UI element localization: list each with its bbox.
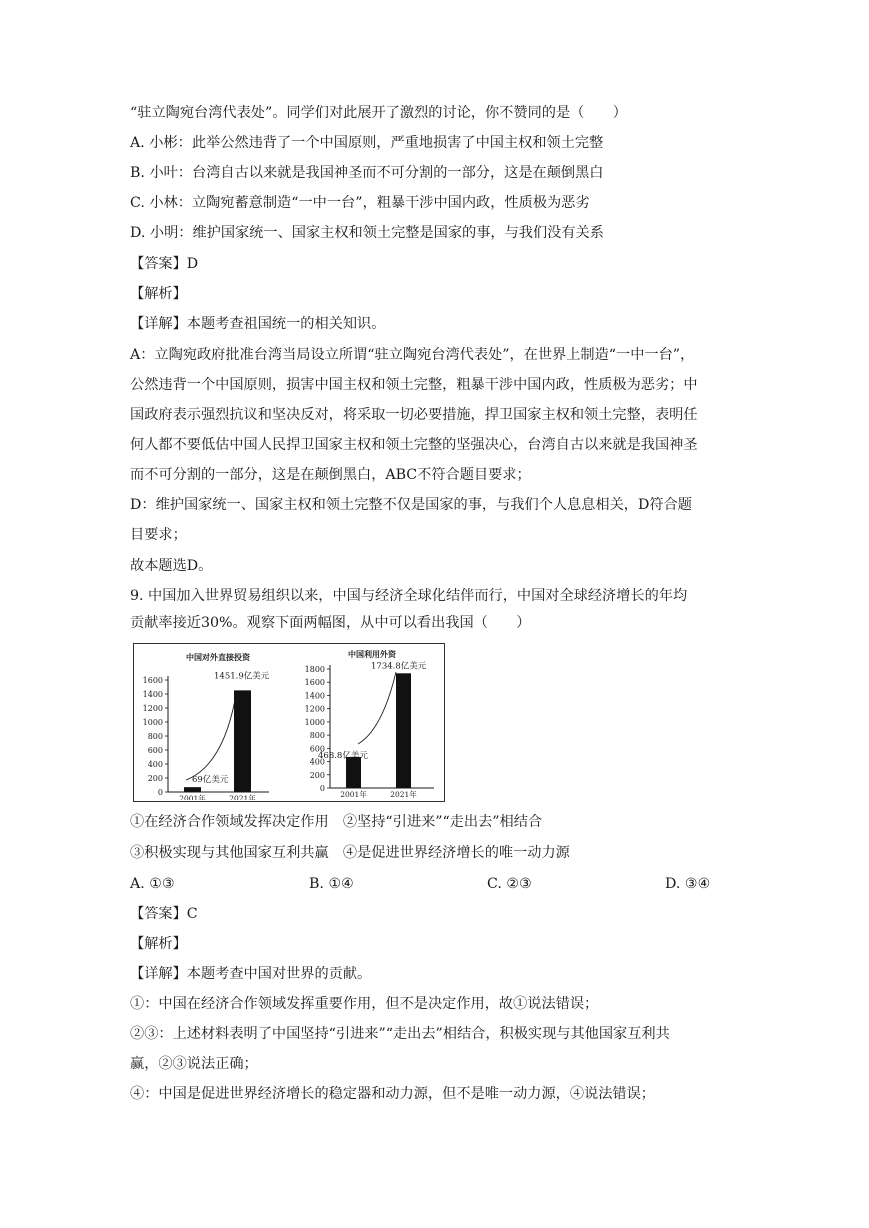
chart-figure bbox=[133, 643, 445, 802]
explanation-a-line: 而不可分割的一部分，这是在颠倒黑白，ABC不符合题目要求； bbox=[130, 467, 531, 483]
statement-line: ①在经济合作领域发挥决定作用 ②坚持“引进来”“走出去”相结合 bbox=[130, 814, 543, 830]
conclusion: 故本题选D。 bbox=[130, 558, 213, 574]
data-label: 468.8亿美元 bbox=[318, 751, 368, 762]
y-tick-label: 1600 bbox=[304, 678, 325, 688]
explanation-d-line: D：维护国家统一、国家主权和领土完整不仅是国家的事，与我们个人息息相关，D符合题 bbox=[130, 497, 692, 513]
question-stem-line: 9. 中国加入世界贸易组织以来，中国与经济全球化结伴而行，中国对全球经济增长的年均 bbox=[130, 588, 688, 604]
data-label: 1734.8亿美元 bbox=[371, 661, 427, 672]
bar bbox=[184, 787, 201, 792]
y-tick-label: 1200 bbox=[142, 704, 163, 713]
x-tick-label: 2021年 bbox=[390, 790, 417, 799]
analysis-heading: 【解析】 bbox=[130, 936, 187, 952]
bar-charts bbox=[134, 644, 443, 800]
foreign-capital-chart bbox=[305, 649, 434, 799]
y-tick-label: 600 bbox=[309, 744, 325, 754]
choice-d: D. ③④ bbox=[665, 876, 711, 892]
y-tick-label: 600 bbox=[147, 746, 163, 755]
prev-question-stem: “驻立陶宛台湾代表处”。同学们对此展开了激烈的讨论，你不赞同的是（ ） bbox=[130, 105, 627, 121]
y-tick-label: 800 bbox=[147, 732, 163, 741]
explanation-a-line: A：立陶宛政府批准台湾当局设立所谓“驻立陶宛台湾代表处”，在世界上制造“一中一台”， bbox=[130, 347, 695, 363]
statement-line: ③积极实现与其他国家互利共赢 ④是促进世界经济增长的唯一动力源 bbox=[130, 845, 570, 861]
x-tick-label: 2001年 bbox=[179, 794, 206, 800]
x-tick-label: 2021年 bbox=[229, 794, 256, 800]
bar bbox=[346, 757, 361, 788]
answer: 【答案】D bbox=[130, 256, 199, 272]
explanation-line: ②③：上述材料表明了中国坚持“引进来”“走出去”相结合，积极实现与其他国家互利共 bbox=[130, 1026, 670, 1042]
bar bbox=[396, 673, 411, 788]
explanation-a-line: 公然违背一个中国原则，损害中国主权和领土完整，粗暴干涉中国内政，性质极为恶劣；中 bbox=[130, 377, 698, 393]
y-tick-label: 1800 bbox=[304, 665, 325, 674]
y-tick-label: 1000 bbox=[142, 718, 163, 727]
option-d: D. 小明：维护国家统一、国家主权和领土完整是国家的事，与我们没有关系 bbox=[130, 225, 604, 241]
x-tick-label: 2001年 bbox=[340, 790, 367, 799]
explanation-line: ④：中国是促进世界经济增长的稳定器和动力源，但不是唯一动力源，④说法错误； bbox=[130, 1086, 655, 1102]
choice-c: C. ②③ bbox=[487, 876, 532, 892]
chart-title: 中国对外直接投资 bbox=[186, 652, 250, 662]
bar bbox=[234, 690, 251, 792]
y-tick-label: 400 bbox=[147, 760, 163, 769]
data-label: 69亿美元 bbox=[192, 775, 229, 786]
question-stem-line: 贡献率接近30%。观察下面两幅图，从中可以看出我国（ ） bbox=[130, 615, 531, 631]
choice-b: B. ①④ bbox=[309, 876, 354, 892]
y-tick-label: 0 bbox=[319, 784, 325, 793]
y-tick-label: 1600 bbox=[142, 676, 163, 685]
detail-heading: 【详解】本题考查中国对世界的贡献。 bbox=[130, 966, 372, 982]
y-tick-label: 800 bbox=[309, 731, 325, 741]
analysis-heading: 【解析】 bbox=[130, 286, 187, 302]
explanation-a-line: 何人都不要低估中国人民捍卫国家主权和领土完整的坚强决心，台湾自古以来就是我国神圣 bbox=[130, 437, 698, 453]
growth-curve bbox=[358, 672, 396, 744]
explanation-a-line: 国政府表示强烈抗议和坚决反对，将采取一切必要措施，捍卫国家主权和领土完整，表明任 bbox=[130, 407, 698, 423]
y-tick-label: 200 bbox=[309, 770, 325, 780]
option-b: B. 小叶：台湾自古以来就是我国神圣而不可分割的一部分，这是在颠倒黑白 bbox=[130, 165, 604, 181]
explanation-d-line: 目要求； bbox=[130, 527, 187, 543]
chart-title: 中国利用外资 bbox=[348, 649, 396, 659]
explanation-line: ①：中国在经济合作领域发挥重要作用，但不是决定作用，故①说法错误； bbox=[130, 996, 599, 1012]
choice-a: A. ①③ bbox=[130, 876, 175, 892]
detail-heading: 【详解】本题考查祖国统一的相关知识。 bbox=[130, 316, 386, 332]
y-tick-label: 1000 bbox=[304, 717, 325, 727]
option-a: A. 小彬：此举公然违背了一个中国原则，严重地损害了中国主权和领土完整 bbox=[130, 135, 604, 151]
option-c: C. 小林：立陶宛蓄意制造“一中一台”，粗暴干涉中国内政，性质极为恶劣 bbox=[130, 195, 590, 211]
y-tick-label: 400 bbox=[309, 757, 325, 767]
answer: 【答案】C bbox=[130, 906, 198, 922]
y-tick-label: 200 bbox=[147, 774, 163, 783]
outbound-investment-chart bbox=[143, 652, 270, 800]
growth-curve bbox=[186, 700, 235, 780]
y-tick-label: 1400 bbox=[142, 690, 163, 699]
explanation-line: 赢，②③说法正确； bbox=[130, 1056, 258, 1072]
y-tick-label: 1400 bbox=[304, 691, 325, 701]
y-tick-label: 1200 bbox=[304, 704, 325, 714]
data-label: 1451.9亿美元 bbox=[214, 671, 270, 682]
y-tick-label: 0 bbox=[157, 788, 163, 797]
